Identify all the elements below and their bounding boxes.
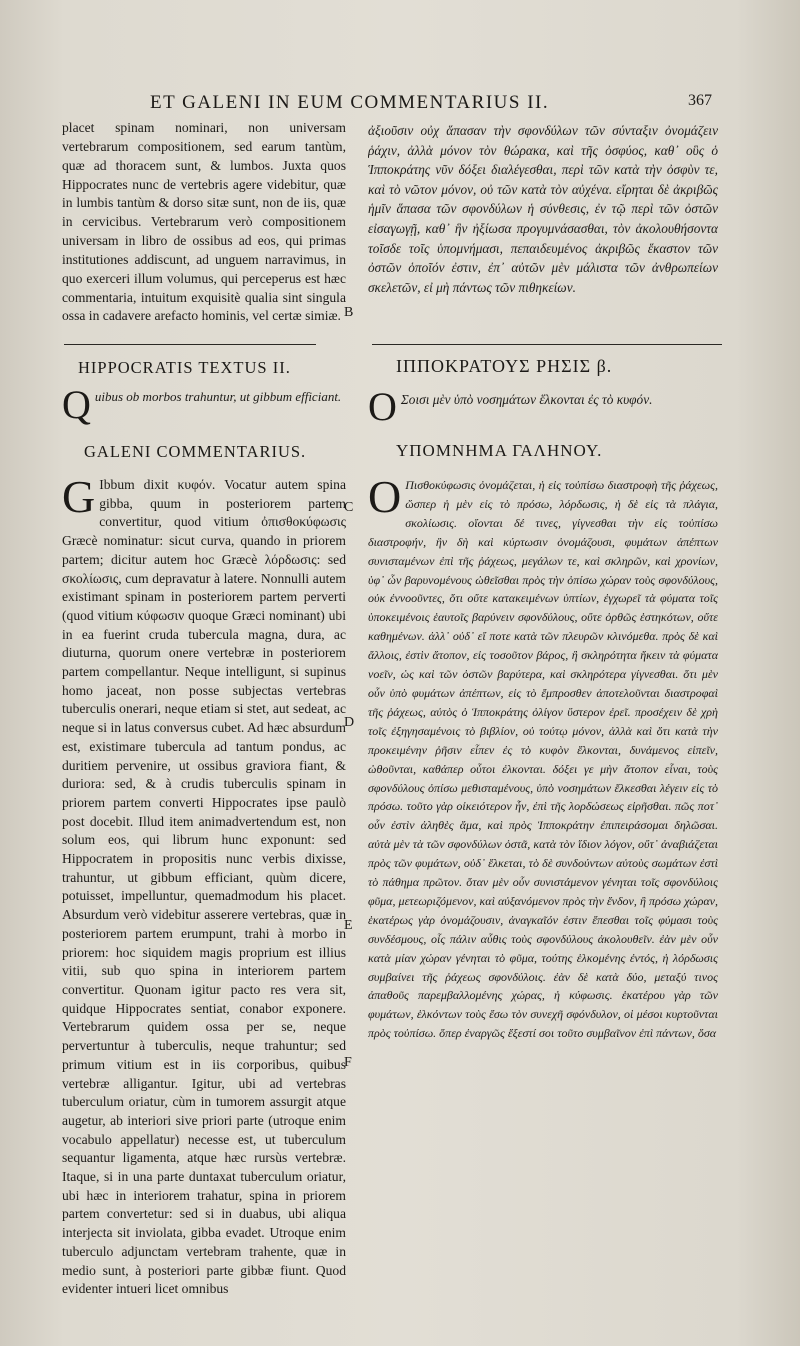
page-number: 367 xyxy=(688,92,712,109)
margin-letter-e: E xyxy=(344,918,353,933)
commentary-heading-latin: GALENI COMMENTARIUS. xyxy=(84,442,307,461)
drop-initial-o: O xyxy=(368,390,397,429)
commentary-latin-body: Ibbum dixit κυφόν. Vocatur autem spina gibba, quum in posteriorem partem convertitur, quod vitium ὀπισθοκύφωσις Græcè nominatur: sicut curva, quando in priorem partem; dicitur autem hoc Græcè λόρδωσις: sed σκολίωσις, cum depravatur à latere. Nonnulli autem existimant spinam in posteriorem partem perverti (quod vitium κύφωσιν quoque Græci nominant) ubi in ea fuerint cruda tubercula magna, dura, ac diuturna, quorum onere vertebræ in posteriorem partem compellantur. Neque intelligunt, si supinus homo jaceat, non posse subjectas vertebras tuberculis onerari, neque etiam si stet, aut sedeat, ac neque si in latus conversus cubet. Ad hæc absurdum est, existimare tubercula ad tantum pondus, ac duritiem pervenire, ut ossibus graviora fiant, & duriora: sed, & à crudis tuberculis spinam in priorem partem converti Hippocrates ipse paulò post docebit. Illud item animadvertendum est, non solum eos, qui librum hunc exponunt: sed Hippocratem in propositis nunc verbis dixisse, trahuntur, ut gibbum efficiant, quùm dicere, potuisset, impelluntur, quemadmodum his placet. Absurdum verò videbitur asserere vertebras, quæ in posteriorem partem erumpunt, trahi à morbo in priorem: hoc siquidem magis proprium est illius vitii, sub quo spina in interiorem partem convertitur. Quonam igitur pacto res vera sit, quidque Hippocrates sentiat, conabor exponere. Vertebrarum quidem ossa per se, neque pervertuntur à tuberculis, neque trahuntur; sed primum vitium est in iis corporibus, quibus vertebræ alligantur. Igitur, ubi ad vertebras tuberculum oriatur, cùm in tumorem assurgit atque augetur, ab interiori sive priori parte (utroque enim vocabulo appellatur) necesse est, ut tuberculum sequantur ligamenta, atque hæc rursùs vertebræ. Itaque, si in una parte duntaxat tuberculum oriatur, ubi hæc in interiorem trahatur, spina in priorem partem convertetur: sed si in duabus, ubi aliqua interjecta sit inviolata, gibba evadet. Utroque enim tuberculo adjunctam vertebram trahente, quæ in medio sunt, à posteriori parte gibbæ fiunt. Quod evidenter intueri licet omnibus xyxy=(62,477,346,1297)
drop-initial-o-commentary: O xyxy=(368,476,402,522)
commentary-latin-text xyxy=(62,476,346,1316)
section-rule-right xyxy=(372,344,722,345)
text-heading-greek: ΙΠΠΟΚΡΑΤΟΥΣ ΡΗΣΙΣ β. xyxy=(396,356,613,376)
running-head: ET GALENI IN EUM COMMENTARIUS II. xyxy=(150,92,550,113)
margin-letter-f: F xyxy=(344,1055,352,1070)
margin-letter-d: D xyxy=(344,715,355,730)
drop-initial-q: Q xyxy=(62,388,91,427)
greek-top-paragraph: ἀξιοῦσιν οὐχ ἅπασαν τὴν σφονδύλων τῶν σύνταξιν ὀνομάζειν ῥάχιν, ἀλλὰ μόνον τὸν θώρακα, καὶ τῆς ὀσφύος, καθ᾽ οὓς ὁ Ἱπποκράτης νῦν δόξει διαλέγεσθαι, περὶ τῶν κατὰ τὴν ὀσφὺν τε, καὶ τὸ νῶτον μόνον, οὐ τῶν κατὰ τὸν αὐχένα. εἴρηται δὲ ἀκριβῶς ἡμῖν ἅπασα τῶν σφονδύλων ἡ σύνθεσις, ἐν τῷ περὶ τῶν ὀστῶν εἰσαγωγῇ, καθ᾽ ἣν ἠξίωσα προγυμνάσασθαι, τὸν ἀκολουθήσοντα τοῖσδε τοῖς ὑπομνήμασι, πεπαιδευμένος ἀκριβῶς ἕκαστον τῶν ὀστῶν ὁποῖόν ἐστιν, ἐπ᾽ αὐτῶν μὲν μάλιστα τῶν ἀνθρωπείων σκελετῶν, εἰ μὴ πάντως τῶν πιθηκείων. xyxy=(368,123,718,295)
hippocrates-greek-text xyxy=(368,390,718,430)
commentary-greek-text xyxy=(368,476,718,1316)
margin-letter-b: B xyxy=(344,305,354,320)
hippocrates-latin-body: uibus ob morbos trahuntur, ut gibbum efficiant. xyxy=(94,389,342,404)
commentary-greek-body: Πισθοκύφωσις ὀνομάζεται, ἡ εἰς τοὐπίσω διαστροφὴ τῆς ῥάχεως, ὥσπερ ἡ μὲν εἰς τὸ πρόσω, λόρδωσις, ἡ δὲ εἰς τὰ πλάγια, σκολίωσις. οἴονται δέ τινες, γίγνεσθαι τὴν εἰς τοὐπίσω διαστροφήν, ἣν δὴ καὶ κύρτωσιν ὀνομάζουσι, φυμάτων ἀπέπτων συνισταμένων ἐπὶ τῆς ῥάχεως, μεγάλων τε, καὶ σκληρῶν, καὶ χρονίων, ὑφ᾽ ὧν βαρυνομένους ὠθεῖσθαι πρὸς τὴν ὀπίσω χώραν τοὺς σφονδύλους, οὐκ ἐννοοῦντες, ὅτι οὔτε κατακειμένων ὑπτίων, ἐγχωρεῖ τὰ φύματα τοῖς ὑποκειμένοις ἑαυτοῖς βαρύνειν σφονδύλους, οὔτε ὀρθῶς ἑστηκότων, οὔτε καθημένων. ἀλλ᾽ οὐδ᾽ εἴ ποτε κατὰ τῶν πλευρῶν κλινόμεθα. πρὸς δὲ καὶ ἄλλοις, ἐστὶν ἄτοπον, εἰς τοσοῦτον βάρος, ἢ σκληρότητα ἥκειν τὰ φύματα νοεῖν, ὡς καὶ τῶν ὀστῶν βαρύτερα, καὶ σκληρότερα γίγνεσθαι. ὅτι μὲν οὖν ὑπὸ φυμάτων ἀπέπτων, εἰς τὸ ἔμπροσθεν ἀποτελοῦνται διαστροφαὶ τῆς ῥάχεως, αὐτὸς ὁ Ἱπποκράτης ὀλίγον ὕστερον ἐρεῖ. προσέχειν δὲ χρὴ τοῖς ἐξηγησαμένοις τὸ βιβλίον, οὐ τούτῳ μόνον, ἀλλὰ καὶ ὅτι κατὰ τὴν προκειμένην ῥῆσιν εἶπεν ἐς τὸ κυφὸν ἕλκονται, δυνάμενος εἰπεῖν, ὠθοῦνται, καθάπερ οὗτοι ἐλκονται. δόξει γε μὴν ἄτοπον εἶναι, τοὺς σφονδύλους ὀπίσω μεθισταμένους, ὑπὸ νοσημάτων ἕλκεσθαι λέγειν εἰς τὸ πρόσω. τοῦτο γὰρ οἰκειότερον ἦν, ἐπὶ τῆς λορδώσεως εἰρῆσθαι. πῶς ποτ᾽ οὖν ἐστὶν ἀληθὲς ἅμα, καὶ πρὸς Ἱπποκράτην ἐπιπειράσομαι δηλῶσαι. αὐτὰ μὲν τὰ τῶν σφονδύλων ὀστᾶ, κατὰ τὸν ἴδιον λόγον, οὔτ᾽ ἀναβιάζεται πρὸς τῶν φυμάτων, οὐδ᾽ ἕλκεται, τὸ δὲ συνδούντων αὐτοὺς σωμάτων ἐστὶ τὸ πάθημα πρῶτον. ὅταν μὲν οὖν συνιστάμενον γένηται τοῖς σφονδύλοις φῦμα, μετεωριζόμενον, καὶ αὐξανόμενον πρὸς τὴν ἔνδον, ἢ πρόσω χώραν, ἑκατέρως γὰρ ὀνομάζουσιν, ἀναγκαῖόν ἐστιν ἕπεσθαι τοῖς φύμασι τοὺς συνδέσμους, οἷς πάλιν αὖθις τοὺς σφονδύλους ἀκολουθεῖν. ἐὰν μὲν οὖν κατὰ μίαν χώραν γένηται τὸ φῦμα, τούτης ἑλκομένης ἐντός, ἡ λόρδωσις συμβαίνει τῆς ῥάχεως σφονδύλοις. ἐὰν δὲ κατὰ δύο, μεταξύ τινος ἀπαθοῦς παρεμβαλλομένης χώρας, ἡ κύφωσις. ἑκατέρου γὰρ τῶν φυμάτων, ἑλκόντων τοὺς ἔσω τὸν συνεχῆ σφόνδυλον, οἱ μέσοι κυρτοῦνται πρὸς τοὐπίσω. ὅπερ ἐναργῶς ἔξεστί σοι τοῦτο συμβαῖνον ἐπὶ πάντων, ὅσα xyxy=(368,478,718,1041)
hippocrates-latin-text xyxy=(62,388,346,428)
drop-initial-g: G xyxy=(62,476,96,522)
commentary-heading-greek: ΥΠΟΜΝΗΜΑ ΓΑΛΗΝΟΥ. xyxy=(396,441,603,460)
hippocrates-greek-body: Σοισι μὲν ὑπὸ νοσημάτων ἕλκονται ἐς τὸ κυφόν. xyxy=(400,392,653,407)
section-rule-left xyxy=(64,344,316,345)
margin-letter-c: C xyxy=(344,500,354,515)
latin-top-paragraph: placet spinam nominari, non universam vertebrarum compositionem, sed earum tantùm, quæ ad thoracem sunt, & lumbos. Juxta quos Hippocrates nunc de vertebris agere videbitur, quæ in lumbis tantùm & dorso sitæ sunt, non de iis, quæ in cervicibus. Vertebrarum verò compositionem universam in libro de ossibus ad eos, qui primas institutiones addiscunt, ad unguem narravimus, in quo exerceri illum volumus, qui perceperus est hæc commentaria, intuitum exquisitè qualia sint singula ossa in cadavere arefacto hominis, vel certæ simiæ. xyxy=(62,120,346,324)
text-heading-latin: HIPPOCRATIS TEXTUS II. xyxy=(78,358,291,377)
